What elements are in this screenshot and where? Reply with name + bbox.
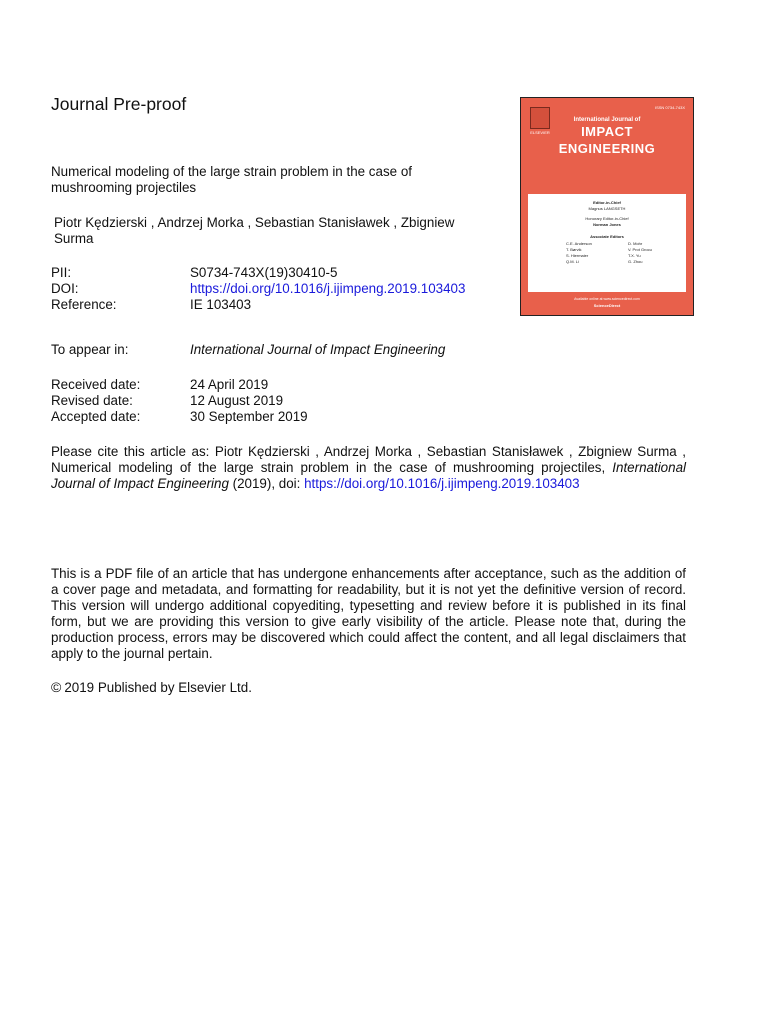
cover-editor-label: Editor-in-Chief: [593, 200, 621, 205]
identifier-block: [51, 265, 465, 313]
cover-assoc-right-1: D. Mohr: [628, 241, 643, 246]
reference-value: IE 103403: [190, 297, 252, 312]
cover-assoc-left-3: S. Hiermaier: [566, 253, 589, 258]
cover-journal-small: International Journal of: [573, 117, 641, 123]
appear-block: [51, 342, 445, 358]
received-value: 24 April 2019: [190, 377, 269, 392]
cover-footer-sciencedirect: ScienceDirect: [593, 303, 621, 308]
revised-label: Revised date:: [51, 393, 133, 408]
cover-issn: ISSN 0734-743X: [654, 105, 685, 110]
cover-logo-text: ELSEVIER: [530, 130, 550, 135]
appear-row: [51, 342, 445, 358]
journal-cover-image: [520, 97, 694, 316]
pre-proof-header: Journal Pre-proof: [51, 94, 187, 114]
pii-label: PII:: [51, 265, 72, 280]
cover-assoc-left-2: T. Børvik: [566, 247, 582, 252]
citation-paragraph: [51, 444, 686, 492]
received-label: Received date:: [51, 377, 141, 392]
doi-link[interactable]: https://doi.org/10.1016/j.ijimpeng.2019.103403: [190, 281, 466, 296]
reference-row: [51, 297, 465, 313]
revised-value: 12 August 2019: [190, 393, 284, 408]
reference-label: Reference:: [51, 297, 117, 312]
citation-year: (2019), doi:: [228, 476, 305, 491]
cover-editors-panel: [528, 194, 686, 292]
accepted-label: Accepted date:: [51, 409, 141, 424]
cover-assoc-label: Associate Editors: [590, 234, 624, 239]
copyright-text: 2019 Published by Elsevier Ltd.: [64, 680, 252, 695]
doi-label: DOI:: [51, 281, 79, 296]
cover-assoc-right-4: G. Zhou: [628, 259, 643, 264]
copyright-icon: ©: [51, 679, 62, 695]
revised-row: [51, 393, 308, 409]
cover-assoc-left-1: C.E. Anderson: [566, 241, 592, 246]
cover-emeritus: Norman Jones: [593, 222, 621, 227]
cover-footer-online: Available online at www.sciencedirect.com: [574, 297, 640, 301]
cover-assoc-left-4: Q.M. Li: [566, 259, 579, 264]
preproof-notice: This is a PDF file of an article that has undergone enhancements after acceptance, such as the addition of a cover page and metadata, and formatting for readability, but it is not yet the definitive version of record. This version will undergo additional copyediting, typesetting and review before it is published in its final form, but we are providing this version to give early visibility of the article. Please note that, during the production process, errors may be discovered which could affect the content, and all legal disclaimers that apply to the journal pertain.: [51, 566, 686, 661]
cover-title-line2: ENGINEERING: [558, 141, 656, 156]
article-authors: Piotr Kędzierski , Andrzej Morka , Sebastian Stanisławek , Zbigniew Surma: [54, 215, 455, 246]
cover-editor: Magnus LANGSETH: [588, 206, 626, 211]
received-row: [51, 377, 308, 393]
cover-title-line1: IMPACT: [581, 124, 633, 139]
cover-emeritus-label: Honorary Editor-in-Chief: [585, 216, 629, 221]
doi-row: [51, 281, 465, 297]
appear-label: To appear in:: [51, 342, 129, 357]
accepted-row: [51, 409, 308, 425]
citation-journal: International Journal of Impact Engineering: [51, 460, 686, 491]
pii-value: S0734-743X(19)30410-5: [190, 265, 338, 280]
article-title: Numerical modeling of the large strain problem in the case of mushrooming projectiles: [51, 164, 412, 195]
copyright-line: [51, 679, 252, 696]
citation-text: Please cite this article as: Piotr Kędzierski , Andrzej Morka , Sebastian Stanisławek , Zbigniew Surma , Numerical modeling of the large strain problem in the case of mushrooming projectiles,: [51, 444, 686, 475]
cover-assoc-right-3: T.X. Yu: [628, 253, 641, 258]
citation-doi-link[interactable]: https://doi.org/10.1016/j.ijimpeng.2019.103403: [304, 476, 580, 491]
accepted-value: 30 September 2019: [190, 409, 308, 424]
cover-assoc-right-2: V. Prot Grocu: [628, 247, 652, 252]
pii-row: [51, 265, 465, 281]
appear-journal: International Journal of Impact Engineering: [190, 342, 446, 357]
dates-block: [51, 377, 308, 425]
